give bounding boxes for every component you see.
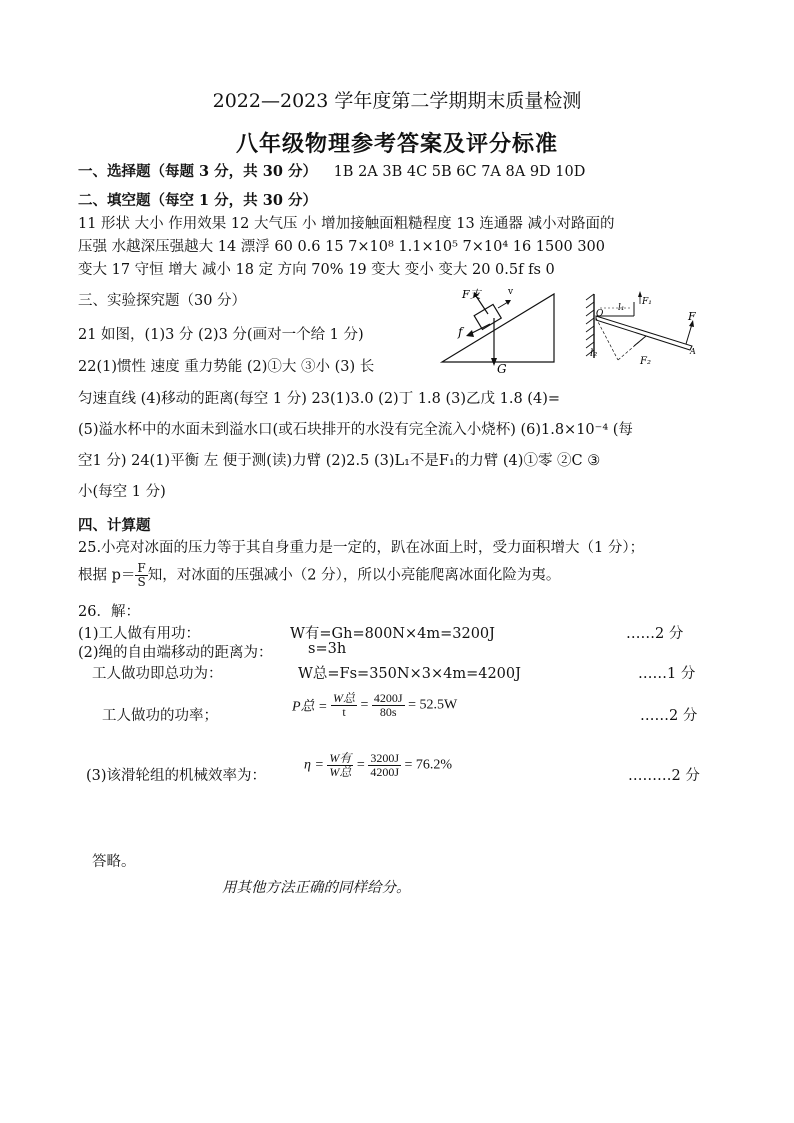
eta-symbol: η = [304,757,324,773]
step1-label: (1)工人做有用功： [78,626,201,642]
answer-omitted: 答略。 [92,854,136,870]
q24-answer-a: 空1 分) 24(1)平衡 左 便于测(读)力臂 (2)2.5 (3)L₁不是F₁的力臂 (4)①零 ②C ③ [78,453,601,469]
step2-equation: s=3h [308,641,347,657]
eta-num-1: W有 [329,751,352,765]
power-num-2: 4200J [373,691,403,705]
answer-key-title: 八年级物理参考答案及评分标准 [235,131,558,157]
power-fraction-1 [331,692,357,719]
eta-den-2: 4200J [370,765,399,779]
choice-answers: 1B 2A 3B 4C 5B 6C 7A 8A 9D 10D [333,164,586,180]
section-1 [78,160,585,181]
step3-label: 工人做功即总功为： [92,666,223,682]
q22-answer-a: 22(1)惯性 速度 重力势能 (2)①大 ③小 (3) 长 [78,359,375,375]
q24-answer-b: 小(每空 1 分) [78,484,166,500]
q25-answer-b [78,562,560,589]
q25-suffix: 知，对冰面的压强减小（2 分），所以小亮能爬离冰面化险为夷。 [147,567,561,584]
incline-force-diagram [432,284,562,376]
step1-score: ……2 分 [626,626,684,642]
fill-answers-line-3: 变大 17 守恒 增大 减小 18 定 方向 70% 19 变大 变小 变大 20 0.5f fs 0 [78,262,555,278]
eta-fraction-2 [368,752,401,779]
lever-force-diagram [582,290,702,382]
label-a: A [690,347,696,356]
eta-result: = 76.2% [404,757,453,773]
label-f-support: F支 [462,288,481,301]
label-f2: F₂ [640,356,651,367]
label-v: v [508,287,514,297]
fraction-denominator: S [137,575,146,589]
section-3-heading: 三、实验探究题（30 分） [78,293,247,309]
label-l2: l₂ [590,348,598,359]
power-num-1: W总 [333,691,355,705]
pressure-fraction [135,562,147,589]
step5-label: (3)该滑轮组的机械效率为： [86,768,267,784]
power-den-1: t [342,705,346,719]
q23-answer-b: (5)溢水杯中的水面未到溢水口(或石块排开的水没有完全流入小烧杯) (6)1.8×10⁻⁴ (每 [78,422,633,438]
q22-answer-b: 匀速直线 (4)移动的距离(每空 1 分) 23(1)3.0 (2)丁 1.8 (3)乙戊 1.8 (4)= [78,391,560,407]
eta-fraction-1 [327,752,353,779]
step5-score: ………2 分 [628,768,700,784]
label-l1: l₁ [618,303,625,313]
velocity-arrow [498,302,508,308]
section-1-heading: 一、选择题（每题 3 分，共 30 分） [78,163,317,180]
label-g: G [497,362,507,376]
label-f1: F₁ [642,297,652,307]
fill-answers-line-2: 压强 水越深压强越大 14 漂浮 60 0.6 15 7×10⁸ 1.1×10⁵ 7×10⁴ 16 1500 300 [78,239,605,255]
step4-score: ……2 分 [640,708,698,724]
q25-answer-a: 25.小亮对冰面的压力等于其自身重力是一定的，趴在冰面上时，受力面积增大（1 分）； [78,540,645,556]
eta-equals: = [356,757,365,773]
label-f: f [458,325,463,339]
power-fraction-2 [372,692,405,719]
grading-note: 用其他方法正确的同样给分。 [222,880,411,896]
step1-equation: W有=Gh=800N×4m=3200J [290,626,495,642]
section-4-heading: 四、计算题 [78,517,151,534]
power-result: = 52.5W [408,697,458,713]
force-f-arrow [686,324,692,344]
eta-den-1: W总 [329,765,352,779]
power-equation [292,692,457,719]
step3-score: ……1 分 [638,666,696,682]
power-equals: = [360,697,369,713]
q26-heading: 26．解： [78,604,140,620]
label-o: O [596,309,604,319]
exam-title: 2022—2023 学年度第二学期期末质量检测 [212,90,582,112]
power-symbol: P总 = [292,699,328,715]
label-f: F [688,310,696,323]
step2-label: (2)绳的自由端移动的距离为： [78,645,273,661]
step3-equation: W总=Fs=350N×3×4m=4200J [298,666,521,682]
step4-label: 工人做功的功率； [102,708,218,724]
power-den-2: 80s [379,705,397,719]
q21-answer: 21 如图，(1)3 分 (2)3 分(画对一个给 1 分) [78,327,364,343]
efficiency-equation [304,752,452,779]
section-2-heading: 二、填空题（每空 1 分，共 30 分） [78,192,317,209]
eta-num-2: 3200J [370,751,399,765]
fraction-numerator: F [137,561,146,575]
q25-prefix: 根据 p＝ [78,567,136,584]
fill-answers-line-1: 11 形状 大小 作用效果 12 大气压 小 增加接触面粗糙程度 13 连通器 减小对路面的 [78,216,615,232]
